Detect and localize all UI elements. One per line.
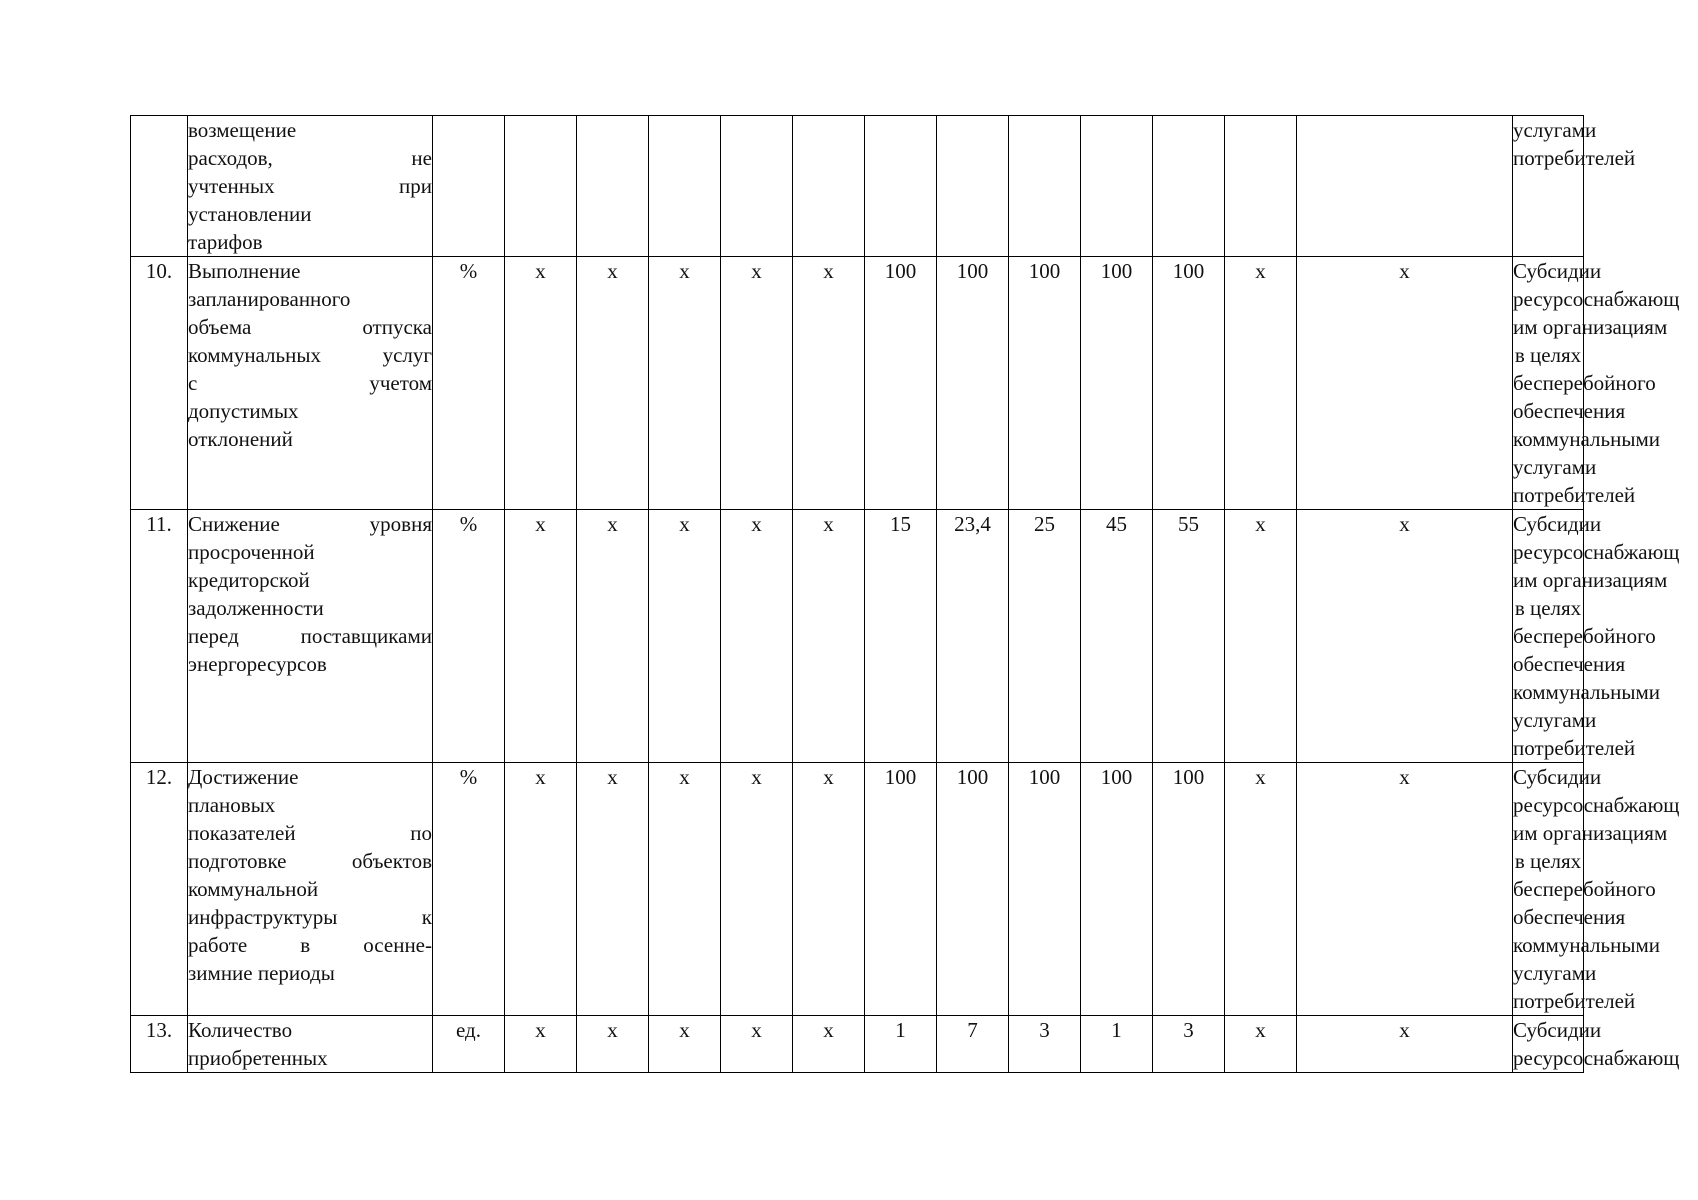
funding-source-line: ресурсоснабжающ [1513, 540, 1680, 564]
value-cell: х [1225, 257, 1297, 510]
value-cell: х [721, 763, 793, 1016]
row-number-cell: 13. [131, 1016, 188, 1073]
indicator-name-line: установлении [188, 202, 312, 226]
indicator-name-line: коммунальных услуг [188, 343, 432, 367]
indicator-name-line: просроченной [188, 540, 315, 564]
table-row [131, 116, 1584, 257]
indicator-name-line: Достижение [188, 765, 299, 789]
unit-cell: ед. [433, 1016, 505, 1073]
indicator-name-line: плановых [188, 793, 276, 817]
unit-cell [433, 116, 505, 257]
value-cell: х [577, 1016, 649, 1073]
value-cell: х [1297, 763, 1513, 1016]
value-cell: 7 [937, 1016, 1009, 1073]
value-cell: х [721, 510, 793, 763]
value-cell: х [505, 1016, 577, 1073]
row-number-cell: 12. [131, 763, 188, 1016]
indicator-name-line: задолженности [188, 596, 324, 620]
row-number-cell: 10. [131, 257, 188, 510]
value-cell [721, 116, 793, 257]
value-cell: х [1297, 257, 1513, 510]
value-cell: х [793, 763, 865, 1016]
funding-source-line: потребителей [1513, 483, 1636, 507]
funding-source-line: в целях [1514, 596, 1582, 620]
value-cell: 100 [1009, 763, 1081, 1016]
unit-cell: % [433, 510, 505, 763]
indicator-name-line: допустимых [188, 399, 299, 423]
value-cell: 3 [1153, 1016, 1225, 1073]
table-body [131, 116, 1680, 1073]
indicators-table [130, 115, 1680, 1073]
value-cell: х [649, 257, 721, 510]
value-cell [865, 116, 937, 257]
value-cell: 100 [1153, 763, 1225, 1016]
value-cell: 45 [1081, 510, 1153, 763]
funding-source-line: Субсидии [1513, 765, 1602, 789]
indicator-name-line: подготовке объектов [188, 849, 432, 873]
indicator-name-line: инфраструктуры к [188, 905, 432, 929]
funding-source-line: им организациям [1513, 568, 1668, 592]
indicator-name-line: работе в осенне- [188, 933, 432, 957]
value-cell: х [793, 1016, 865, 1073]
value-cell: 100 [1081, 763, 1153, 1016]
funding-source-line: потребителей [1513, 989, 1636, 1013]
funding-source-line: обеспечения [1513, 905, 1626, 929]
value-cell: 3 [1009, 1016, 1081, 1073]
funding-source-line: ресурсоснабжающ [1513, 1046, 1680, 1070]
value-cell: х [793, 510, 865, 763]
indicator-name-line: показателей по [188, 821, 432, 845]
funding-source-cell [1513, 1016, 1680, 1073]
value-cell: х [577, 257, 649, 510]
indicator-name-line: кредиторской [188, 568, 310, 592]
value-cell [649, 116, 721, 257]
table-row [131, 1016, 1584, 1073]
indicator-name-line: с учетом [188, 371, 432, 395]
value-cell [577, 116, 649, 257]
funding-source-cell [1513, 116, 1636, 257]
value-cell: х [505, 257, 577, 510]
funding-source-line: коммунальными [1513, 427, 1660, 451]
indicator-name-line: энергоресурсов [188, 652, 327, 676]
value-cell [1297, 116, 1513, 257]
funding-source-line: потребителей [1513, 146, 1636, 170]
value-cell: 55 [1153, 510, 1225, 763]
value-cell: х [1225, 763, 1297, 1016]
value-cell [937, 116, 1009, 257]
funding-source-line: Субсидии [1513, 259, 1602, 283]
value-cell: 23,4 [937, 510, 1009, 763]
value-cell: 100 [865, 763, 937, 1016]
value-cell [1225, 116, 1297, 257]
value-cell: х [721, 1016, 793, 1073]
value-cell: 1 [1081, 1016, 1153, 1073]
funding-source-line: бесперебойного [1513, 877, 1656, 901]
indicator-name-line: Количество [188, 1018, 293, 1042]
funding-source-cell [1513, 257, 1680, 510]
table-row [131, 763, 1584, 1016]
value-cell [793, 116, 865, 257]
indicator-name-line: коммунальной [188, 877, 319, 901]
indicator-name-line: Снижение уровня [188, 512, 432, 536]
value-cell: 25 [1009, 510, 1081, 763]
indicator-name-line: расходов, не [188, 146, 432, 170]
funding-source-line: обеспечения [1513, 652, 1626, 676]
value-cell: 100 [1009, 257, 1081, 510]
indicator-name-line: перед поставщиками [188, 624, 432, 648]
indicator-name-line: Выполнение [188, 259, 301, 283]
funding-source-line: в целях [1514, 343, 1582, 367]
indicator-name-line: возмещение [188, 118, 297, 142]
value-cell: х [1225, 510, 1297, 763]
funding-source-line: коммунальными [1513, 933, 1660, 957]
unit-cell: % [433, 257, 505, 510]
indicator-name-line: тарифов [188, 230, 263, 254]
value-cell: 100 [1081, 257, 1153, 510]
value-cell: 100 [937, 763, 1009, 1016]
table-row [131, 510, 1584, 763]
funding-source-line: обеспечения [1513, 399, 1626, 423]
funding-source-line: в целях [1514, 849, 1582, 873]
row-number-cell: 11. [131, 510, 188, 763]
indicator-name-line: учтенных при [188, 174, 432, 198]
funding-source-line: услугами [1513, 961, 1597, 985]
funding-source-line: бесперебойного [1513, 624, 1656, 648]
value-cell: х [1297, 1016, 1513, 1073]
funding-source-line: услугами [1513, 708, 1597, 732]
value-cell: 100 [1153, 257, 1225, 510]
row-number-cell [131, 116, 188, 257]
funding-source-line: потребителей [1513, 736, 1636, 760]
funding-source-line: им организациям [1513, 821, 1668, 845]
indicator-name-line: отклонений [188, 427, 293, 451]
value-cell: х [721, 257, 793, 510]
indicator-name-line: запланированного [188, 287, 351, 311]
funding-source-cell [1513, 510, 1680, 763]
funding-source-line: им организациям [1513, 315, 1668, 339]
unit-cell: % [433, 763, 505, 1016]
value-cell: х [649, 510, 721, 763]
funding-source-line: бесперебойного [1513, 371, 1656, 395]
value-cell: х [577, 510, 649, 763]
value-cell: 100 [937, 257, 1009, 510]
funding-source-line: ресурсоснабжающ [1513, 287, 1680, 311]
value-cell: х [1225, 1016, 1297, 1073]
value-cell: х [649, 1016, 721, 1073]
value-cell [1081, 116, 1153, 257]
table-row [131, 257, 1584, 510]
indicator-name-line: объема отпуска [188, 315, 432, 339]
funding-source-line: Субсидии [1513, 1018, 1602, 1042]
indicator-name-cell [188, 116, 433, 257]
indicator-name-cell [188, 1016, 433, 1073]
value-cell [505, 116, 577, 257]
value-cell: х [577, 763, 649, 1016]
funding-source-line: услугами [1513, 118, 1597, 142]
value-cell: х [1297, 510, 1513, 763]
funding-source-line: услугами [1513, 455, 1597, 479]
value-cell [1153, 116, 1225, 257]
indicator-name-cell [188, 257, 433, 510]
value-cell: 15 [865, 510, 937, 763]
value-cell: х [505, 763, 577, 1016]
indicator-name-cell [188, 510, 433, 763]
value-cell: 100 [865, 257, 937, 510]
indicator-name-line: зимние периоды [188, 961, 335, 985]
funding-source-line: коммунальными [1513, 680, 1660, 704]
value-cell: х [505, 510, 577, 763]
funding-source-cell [1513, 763, 1680, 1016]
value-cell [1009, 116, 1081, 257]
value-cell: х [793, 257, 865, 510]
indicator-name-line: приобретенных [188, 1046, 328, 1070]
funding-source-line: Субсидии [1513, 512, 1602, 536]
value-cell: х [649, 763, 721, 1016]
indicator-name-cell [188, 763, 433, 1016]
funding-source-line: ресурсоснабжающ [1513, 793, 1680, 817]
value-cell: 1 [865, 1016, 937, 1073]
